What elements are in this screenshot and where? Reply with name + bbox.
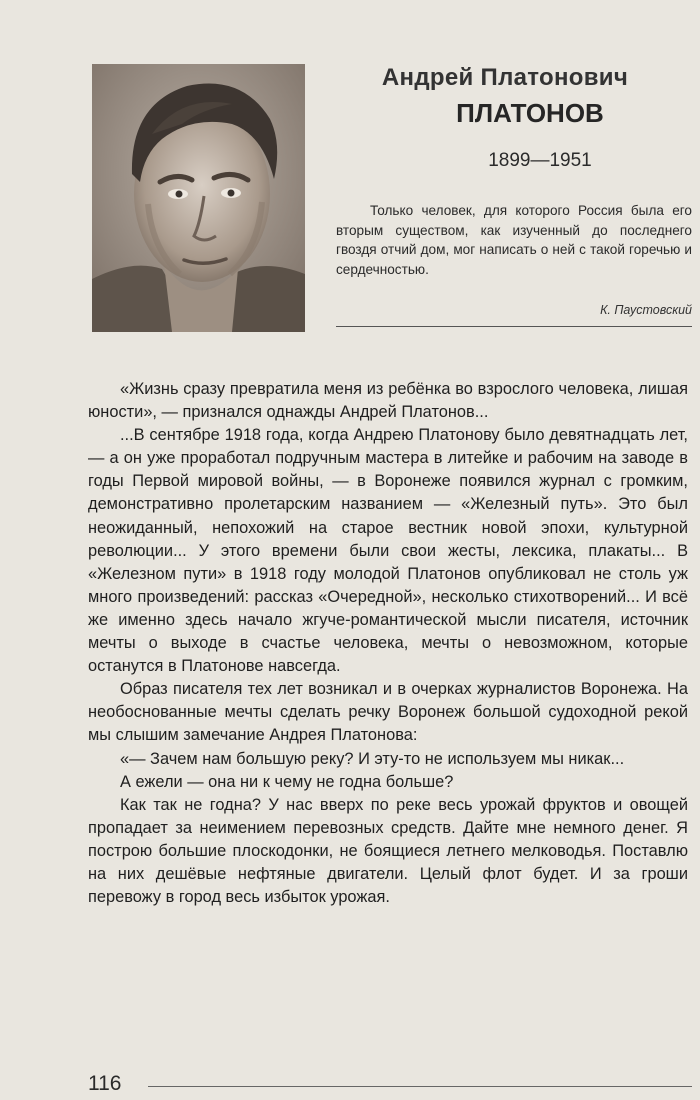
paragraph: Как так не годна? У нас вверх по реке весь урожай фруктов и овощей пропадает за неимением перевозных средств. Дайте мне немного денег. Я построю большие плоскодонки, не боящиеся летнего мелководья. Поставлю на них дешёвые нефтяные двигатели. Целый флот будет. И за гроши перевожу в город весь избыток урожая. — [88, 795, 688, 907]
life-years: 1899—1951 — [488, 150, 592, 171]
paragraph: А ежели — она ни к чему не годна больше? — [120, 772, 454, 791]
author-portrait — [92, 64, 305, 332]
page-number: 116 — [88, 1072, 122, 1095]
epigraph-text: Только человек, для которого Россия была его вторым существом, как изученный до последнего гвоздя отчий дом, мог написать о ней с такой горечью и сердечностью. — [336, 203, 692, 277]
author-first-name: Андрей Платонович — [381, 64, 629, 91]
epigraph-divider — [336, 326, 692, 327]
paragraph: «Жизнь сразу превратила меня из ребёнка во взрослого человека, лишая юности», — признался однажды Андрей Платонов... — [88, 380, 688, 422]
epigraph-author: К. Паустовский — [600, 303, 692, 317]
article-body — [88, 378, 688, 909]
paragraph: ...В сентябре 1918 года, когда Андрею Платонову было девятнадцать лет, — а он уже проработал подручным мастера в литейке и рабочим на заводе в годы Первой мировой войны, — в Воронеже появился журнал с громким, демонстративно пролетарским названием — «Железный путь». Это был неожиданный, непохожий на старое вестник новой эпохи, культурной революции... У этого времени были свои жесты, лексика, плакаты... В «Железном пути» в 1918 году молодой Платонов опубликовал не столь уж много произведений: рассказ «Очередной», несколько стихотворений... И всё же именно здесь начало жгуче-романтической мысли писателя, источник мечты о выходе в счастье человека, мечты о невозможном, которые останутся в Платонове навсегда. — [88, 426, 688, 676]
footer-divider — [148, 1086, 692, 1087]
portrait-image — [92, 64, 305, 332]
paragraph: Образ писателя тех лет возникал и в очерках журналистов Воронежа. На необоснованные мечты сделать речку Воронеж большой судоходной рекой мы слышим замечание Андрея Платонова: — [88, 680, 688, 745]
paragraph: «— Зачем нам большую реку? И эту-то не используем мы никак... — [120, 749, 625, 768]
author-last-name: ПЛАТОНОВ — [456, 98, 604, 128]
